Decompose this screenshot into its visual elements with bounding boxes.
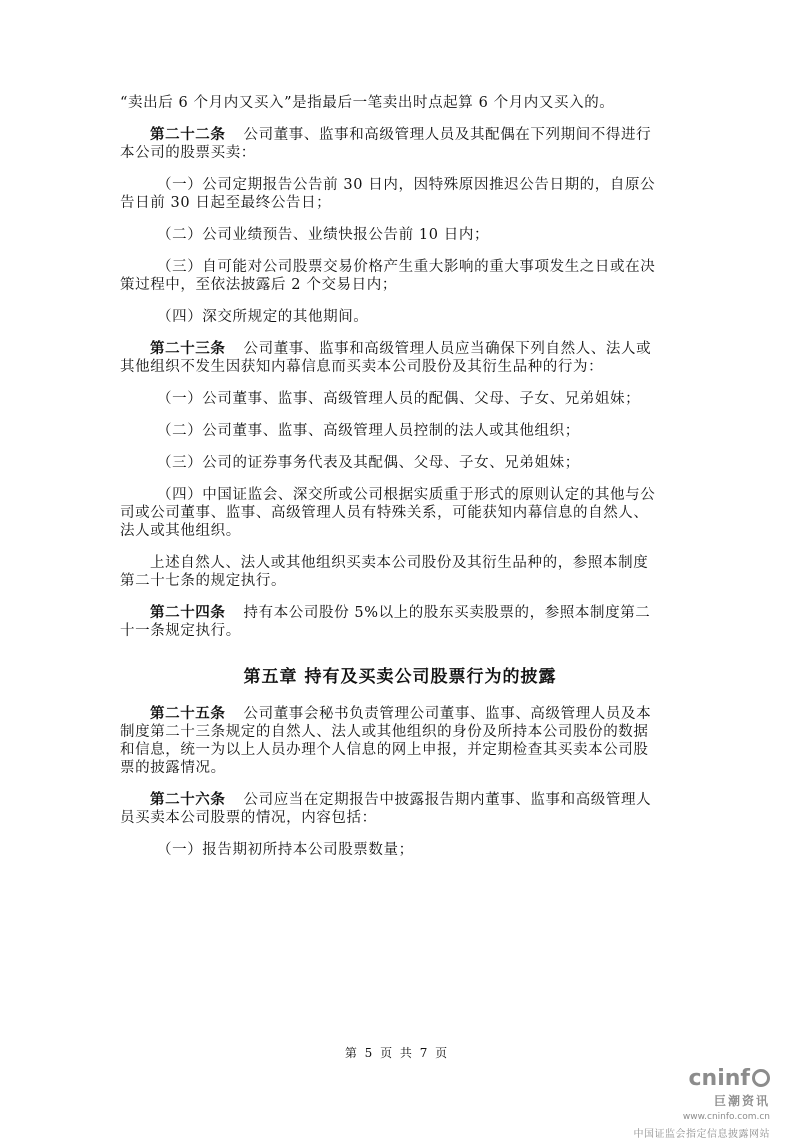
- article-text: 公司董事会秘书负责管理公司董事、监事、高级管理人员及本: [243, 706, 652, 722]
- article-text-cont: 其他组织不发生因获知内幕信息而买卖本公司股份及其衍生品种的行为：: [120, 359, 604, 375]
- list-item: [120, 176, 680, 212]
- document-body: [120, 94, 680, 873]
- article-label: 第二十六条: [150, 791, 226, 808]
- list-item-cont: 法人或其他组织。: [120, 523, 241, 539]
- list-item-text: （三）自可能对公司股票交易价格产生重大影响的重大事项发生之日或在决: [157, 259, 656, 275]
- list-item: [120, 841, 680, 859]
- list-item: [120, 308, 680, 326]
- intro-paragraph: [120, 94, 680, 112]
- article-26: [120, 791, 680, 827]
- cninfo-watermark: [610, 1066, 770, 1140]
- watermark-name: 巨潮资讯: [713, 1094, 770, 1108]
- chapter-heading: 第五章 持有及买卖公司股票行为的披露: [243, 667, 557, 687]
- article-25: [120, 705, 680, 777]
- list-item-text: （三）公司的证券事务代表及其配偶、父母、子女、兄弟姐妹；: [157, 455, 580, 471]
- article-23: [120, 340, 680, 376]
- article-22: [120, 126, 680, 162]
- list-item-text: （一）公司董事、监事、高级管理人员的配偶、父母、子女、兄弟姐妹；: [157, 391, 641, 407]
- paragraph-text: 上述自然人、法人或其他组织买卖本公司股份及其衍生品种的，参照本制度: [150, 555, 649, 571]
- article-24: [120, 604, 680, 640]
- article-text-cont: 本公司的股票买卖：: [120, 145, 256, 161]
- list-item-text: （二）公司董事、监事、高级管理人员控制的法人或其他组织；: [157, 423, 580, 439]
- list-item-text: （一）报告期初所持本公司股票数量；: [157, 842, 414, 858]
- list-item: [120, 390, 680, 408]
- list-item-cont: 告日前 30 日起至最终公告日；: [120, 195, 332, 211]
- list-item: [120, 226, 680, 244]
- article-text-cont: 和信息，统一为以上人员办理个人信息的网上申报，并定期检查其买卖本公司股: [120, 742, 649, 758]
- article-label: 第二十三条: [150, 340, 226, 357]
- list-item-text: （四）中国证监会、深交所或公司根据实质重于形式的原则认定的其他与公: [157, 487, 656, 503]
- article-23-tail: [120, 554, 680, 590]
- list-item-text: （一）公司定期报告公告前 30 日内，因特殊原因推迟公告日期的，自原公: [157, 177, 656, 193]
- article-text-cont: 十一条规定执行。: [120, 623, 241, 639]
- logo-text: cninf: [688, 1066, 750, 1091]
- logo-swirl-icon: [752, 1069, 770, 1087]
- cninfo-logo: [610, 1066, 770, 1091]
- article-text: 公司董事、监事和高级管理人员及其配偶在下列期间不得进行: [243, 127, 652, 143]
- article-label: 第二十二条: [150, 126, 226, 143]
- page-footer: 第 5 页 共 7 页: [344, 1046, 450, 1060]
- article-label: 第二十四条: [150, 604, 226, 621]
- article-text-cont: 票的披露情况。: [120, 760, 226, 776]
- watermark-site: 中国证监会指定信息披露网站: [633, 1129, 770, 1140]
- article-text: 公司董事、监事和高级管理人员应当确保下列自然人、法人或: [243, 341, 652, 357]
- list-item: [120, 454, 680, 472]
- list-item: [120, 422, 680, 440]
- article-label: 第二十五条: [150, 705, 226, 722]
- list-item-cont: 司或公司董事、监事、高级管理人员有特殊关系，可能获知内幕信息的自然人、: [120, 505, 649, 521]
- paragraph-text-cont: 第二十七条的规定执行。: [120, 573, 287, 589]
- list-item: [120, 486, 680, 540]
- list-item-cont: 策过程中，至依法披露后 2 个交易日内；: [120, 277, 397, 293]
- article-text: 持有本公司股份 5%以上的股东买卖股票的，参照本制度第二: [243, 605, 651, 621]
- watermark-url: www.cninfo.com.cn: [682, 1112, 770, 1122]
- intro-line: “卖出后 6 个月内又买入”是指最后一笔卖出时点起算 6 个月内又买入的。: [120, 95, 615, 111]
- article-text: 公司应当在定期报告中披露报告期内董事、监事和高级管理人: [243, 792, 652, 808]
- list-item-text: （四）深交所规定的其他期间。: [157, 309, 369, 325]
- article-text-cont: 制度第二十三条规定的自然人、法人或其他组织的身份及所持本公司股份的数据: [120, 724, 649, 740]
- list-item-text: （二）公司业绩预告、业绩快报公告前 10 日内；: [157, 227, 490, 243]
- list-item: [120, 258, 680, 294]
- article-text-cont: 员买卖本公司股票的情况，内容包括：: [120, 810, 377, 826]
